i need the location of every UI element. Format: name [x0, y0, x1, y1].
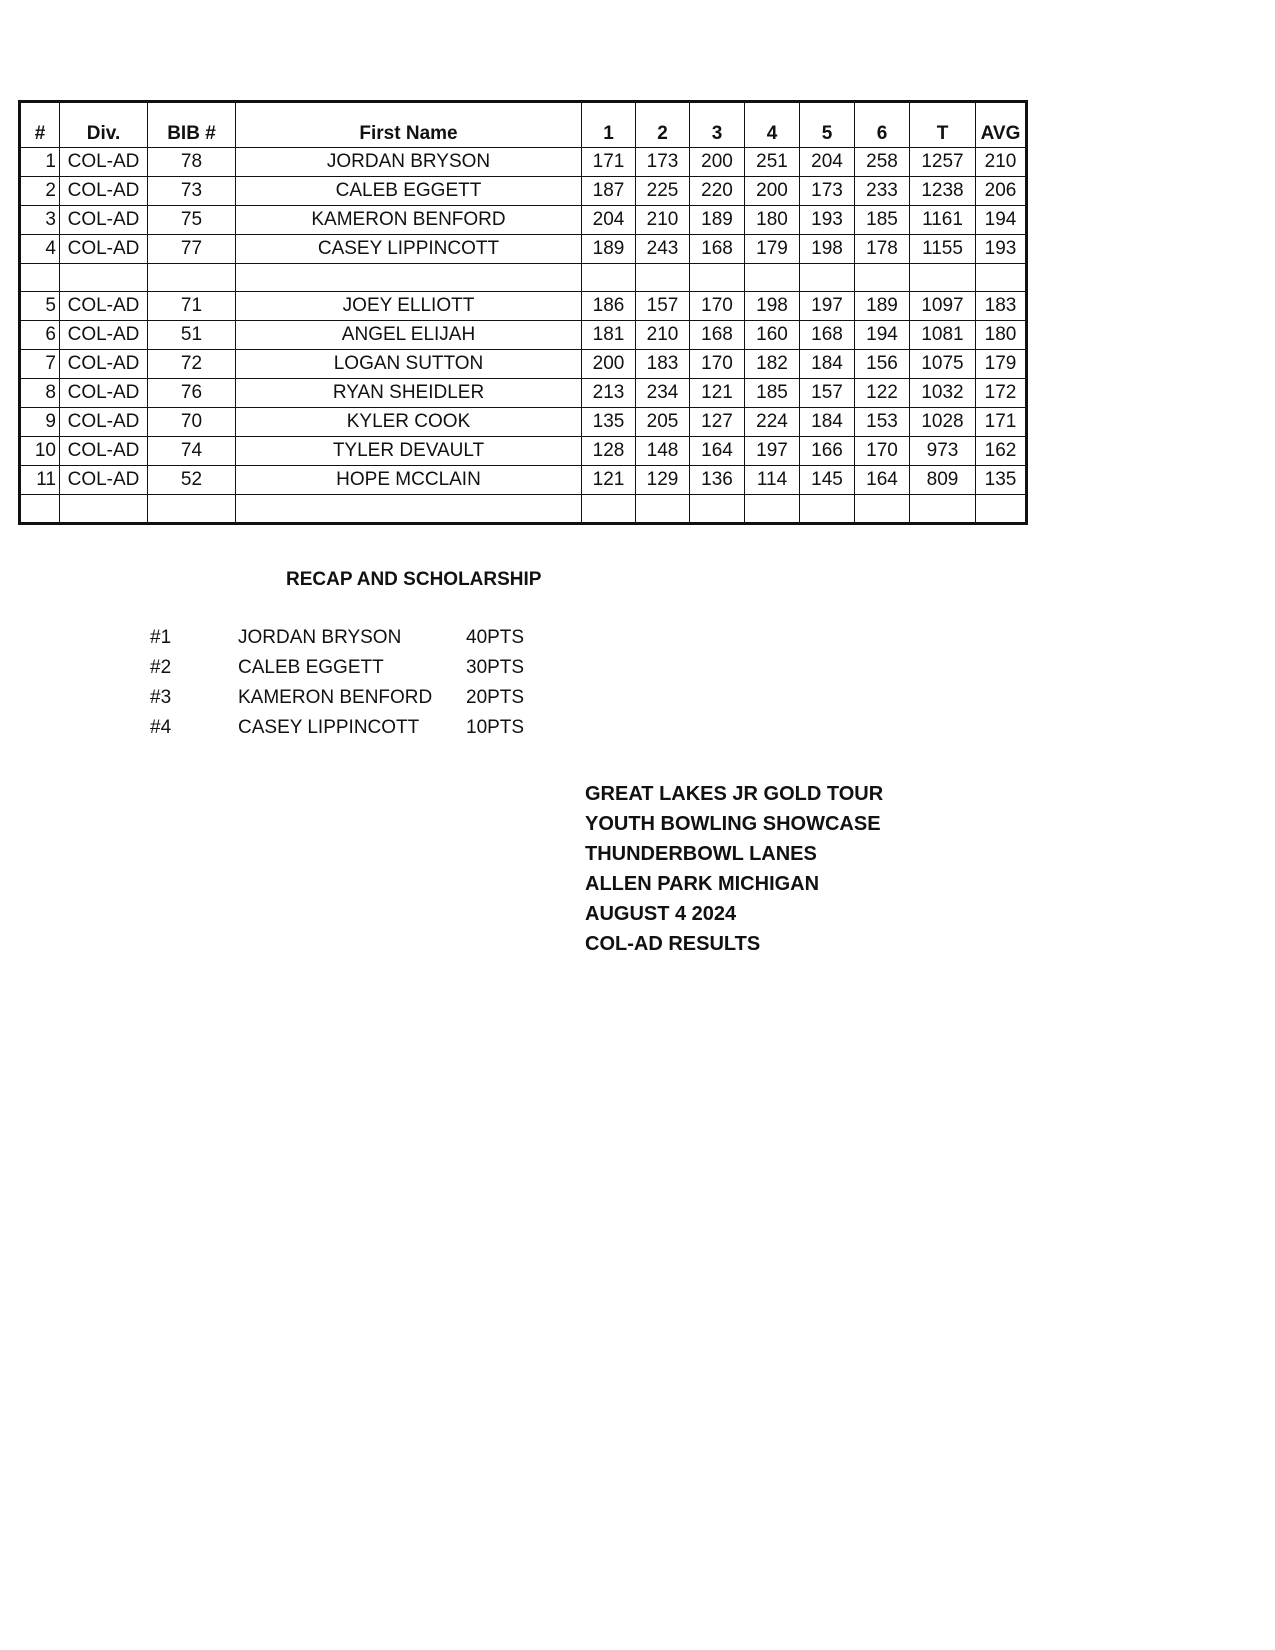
game-score-cell: 198 — [800, 235, 855, 264]
division-cell: COL-AD — [60, 177, 148, 206]
game-score-cell: 170 — [690, 350, 745, 379]
table-row — [20, 350, 1027, 379]
table-row — [20, 292, 1027, 321]
recap-points: 30PTS — [466, 657, 525, 678]
rank-cell: 11 — [20, 466, 60, 495]
game-score-cell: 183 — [636, 350, 690, 379]
average-cell: 172 — [976, 379, 1027, 408]
rank-cell: 4 — [20, 235, 60, 264]
rank-cell: 5 — [20, 292, 60, 321]
game-score-cell: 184 — [800, 408, 855, 437]
results-table — [18, 100, 1028, 525]
division-cell: COL-AD — [60, 466, 148, 495]
empty-cell — [690, 264, 745, 292]
total-cell: 809 — [910, 466, 976, 495]
game-score-cell: 197 — [745, 437, 800, 466]
empty-cell — [60, 495, 148, 524]
empty-cell — [800, 264, 855, 292]
rank-cell: 2 — [20, 177, 60, 206]
game-score-cell: 200 — [690, 148, 745, 177]
recap-place: #1 — [150, 627, 172, 648]
empty-cell — [20, 495, 60, 524]
game-score-cell: 220 — [690, 177, 745, 206]
recap-name: KAMERON BENFORD — [238, 687, 433, 708]
game-score-cell: 200 — [582, 350, 636, 379]
blank-row — [20, 264, 1027, 292]
division-cell: COL-AD — [60, 437, 148, 466]
game-score-cell: 136 — [690, 466, 745, 495]
bib-cell: 76 — [148, 379, 236, 408]
table-header-row — [20, 102, 1027, 148]
game-score-cell: 114 — [745, 466, 800, 495]
event-info-line: AUGUST 4 2024 — [585, 903, 737, 925]
header-game-4: 4 — [745, 102, 800, 148]
game-score-cell: 224 — [745, 408, 800, 437]
bib-cell: 78 — [148, 148, 236, 177]
game-score-cell: 168 — [690, 235, 745, 264]
header-rank: # — [20, 102, 60, 148]
empty-cell — [636, 495, 690, 524]
game-score-cell: 164 — [855, 466, 910, 495]
game-score-cell: 204 — [582, 206, 636, 235]
name-cell: JOEY ELLIOTT — [236, 292, 582, 321]
name-cell: TYLER DEVAULT — [236, 437, 582, 466]
average-cell: 180 — [976, 321, 1027, 350]
empty-cell — [745, 264, 800, 292]
name-cell: CALEB EGGETT — [236, 177, 582, 206]
game-score-cell: 189 — [690, 206, 745, 235]
name-cell: KAMERON BENFORD — [236, 206, 582, 235]
game-score-cell: 234 — [636, 379, 690, 408]
average-cell: 194 — [976, 206, 1027, 235]
total-cell: 973 — [910, 437, 976, 466]
game-score-cell: 129 — [636, 466, 690, 495]
empty-cell — [582, 264, 636, 292]
recap-points: 40PTS — [466, 627, 525, 648]
rank-cell: 7 — [20, 350, 60, 379]
average-cell: 171 — [976, 408, 1027, 437]
bib-cell: 75 — [148, 206, 236, 235]
empty-cell — [20, 264, 60, 292]
header-game-5: 5 — [800, 102, 855, 148]
empty-cell — [855, 264, 910, 292]
game-score-cell: 243 — [636, 235, 690, 264]
rank-cell: 10 — [20, 437, 60, 466]
empty-cell — [976, 264, 1027, 292]
bib-cell: 72 — [148, 350, 236, 379]
empty-cell — [236, 495, 582, 524]
game-score-cell: 171 — [582, 148, 636, 177]
game-score-cell: 205 — [636, 408, 690, 437]
bib-cell: 77 — [148, 235, 236, 264]
table-row — [20, 206, 1027, 235]
recap-name: JORDAN BRYSON — [238, 627, 402, 648]
event-info-block — [585, 779, 883, 959]
empty-cell — [910, 495, 976, 524]
game-score-cell: 210 — [636, 206, 690, 235]
header-game-6: 6 — [855, 102, 910, 148]
recap-title: RECAP AND SCHOLARSHIP — [286, 569, 542, 590]
game-score-cell: 233 — [855, 177, 910, 206]
division-cell: COL-AD — [60, 206, 148, 235]
game-score-cell: 185 — [855, 206, 910, 235]
total-cell: 1075 — [910, 350, 976, 379]
game-score-cell: 160 — [745, 321, 800, 350]
game-score-cell: 178 — [855, 235, 910, 264]
game-score-cell: 213 — [582, 379, 636, 408]
bib-cell: 73 — [148, 177, 236, 206]
name-cell: KYLER COOK — [236, 408, 582, 437]
header-game-2: 2 — [636, 102, 690, 148]
game-score-cell: 182 — [745, 350, 800, 379]
name-cell: JORDAN BRYSON — [236, 148, 582, 177]
header-average: AVG — [976, 102, 1027, 148]
bib-cell: 51 — [148, 321, 236, 350]
header-game-1: 1 — [582, 102, 636, 148]
table-row — [20, 466, 1027, 495]
game-score-cell: 179 — [745, 235, 800, 264]
game-score-cell: 121 — [582, 466, 636, 495]
recap-points: 10PTS — [466, 717, 525, 738]
empty-cell — [148, 495, 236, 524]
game-score-cell: 197 — [800, 292, 855, 321]
division-cell: COL-AD — [60, 408, 148, 437]
division-cell: COL-AD — [60, 235, 148, 264]
game-score-cell: 122 — [855, 379, 910, 408]
empty-cell — [236, 264, 582, 292]
recap-entry — [0, 657, 600, 687]
total-cell: 1238 — [910, 177, 976, 206]
game-score-cell: 184 — [800, 350, 855, 379]
recap-entry — [0, 687, 600, 717]
table-row — [20, 235, 1027, 264]
division-cell: COL-AD — [60, 148, 148, 177]
average-cell: 206 — [976, 177, 1027, 206]
game-score-cell: 180 — [745, 206, 800, 235]
bib-cell: 71 — [148, 292, 236, 321]
game-score-cell: 194 — [855, 321, 910, 350]
game-score-cell: 153 — [855, 408, 910, 437]
rank-cell: 6 — [20, 321, 60, 350]
empty-cell — [148, 264, 236, 292]
game-score-cell: 145 — [800, 466, 855, 495]
bib-cell: 70 — [148, 408, 236, 437]
name-cell: CASEY LIPPINCOTT — [236, 235, 582, 264]
game-score-cell: 168 — [800, 321, 855, 350]
game-score-cell: 181 — [582, 321, 636, 350]
division-cell: COL-AD — [60, 379, 148, 408]
game-score-cell: 156 — [855, 350, 910, 379]
empty-cell — [910, 264, 976, 292]
table-row — [20, 379, 1027, 408]
game-score-cell: 166 — [800, 437, 855, 466]
game-score-cell: 128 — [582, 437, 636, 466]
blank-row — [20, 495, 1027, 524]
average-cell: 183 — [976, 292, 1027, 321]
empty-cell — [800, 495, 855, 524]
total-cell: 1028 — [910, 408, 976, 437]
event-info-line: COL-AD RESULTS — [585, 933, 761, 955]
table-row — [20, 321, 1027, 350]
total-cell: 1257 — [910, 148, 976, 177]
name-cell: ANGEL ELIJAH — [236, 321, 582, 350]
recap-place: #3 — [150, 687, 172, 708]
recap-name: CALEB EGGETT — [238, 657, 384, 678]
game-score-cell: 200 — [745, 177, 800, 206]
bib-cell: 52 — [148, 466, 236, 495]
game-score-cell: 168 — [690, 321, 745, 350]
name-cell: LOGAN SUTTON — [236, 350, 582, 379]
game-score-cell: 157 — [800, 379, 855, 408]
event-info-line: YOUTH BOWLING SHOWCASE — [585, 813, 881, 835]
game-score-cell: 204 — [800, 148, 855, 177]
game-score-cell: 157 — [636, 292, 690, 321]
average-cell: 179 — [976, 350, 1027, 379]
game-score-cell: 185 — [745, 379, 800, 408]
game-score-cell: 173 — [636, 148, 690, 177]
name-cell: RYAN SHEIDLER — [236, 379, 582, 408]
total-cell: 1081 — [910, 321, 976, 350]
division-cell: COL-AD — [60, 321, 148, 350]
table-row — [20, 148, 1027, 177]
event-info-line: GREAT LAKES JR GOLD TOUR — [585, 783, 884, 805]
table-row — [20, 437, 1027, 466]
table-row — [20, 177, 1027, 206]
rank-cell: 9 — [20, 408, 60, 437]
total-cell: 1155 — [910, 235, 976, 264]
bib-cell: 74 — [148, 437, 236, 466]
header-game-3: 3 — [690, 102, 745, 148]
average-cell: 210 — [976, 148, 1027, 177]
empty-cell — [745, 495, 800, 524]
header-first-name: First Name — [236, 102, 582, 148]
empty-cell — [690, 495, 745, 524]
empty-cell — [60, 264, 148, 292]
game-score-cell: 251 — [745, 148, 800, 177]
header-division: Div. — [60, 102, 148, 148]
game-score-cell: 198 — [745, 292, 800, 321]
recap-name: CASEY LIPPINCOTT — [238, 717, 420, 738]
total-cell: 1097 — [910, 292, 976, 321]
results-body — [20, 148, 1027, 524]
recap-place: #4 — [150, 717, 172, 738]
division-cell: COL-AD — [60, 350, 148, 379]
recap-points: 20PTS — [466, 687, 525, 708]
table-row — [20, 408, 1027, 437]
game-score-cell: 121 — [690, 379, 745, 408]
empty-cell — [636, 264, 690, 292]
average-cell: 162 — [976, 437, 1027, 466]
game-score-cell: 186 — [582, 292, 636, 321]
total-cell: 1161 — [910, 206, 976, 235]
game-score-cell: 148 — [636, 437, 690, 466]
empty-cell — [855, 495, 910, 524]
total-cell: 1032 — [910, 379, 976, 408]
recap-place: #2 — [150, 657, 172, 678]
game-score-cell: 170 — [690, 292, 745, 321]
name-cell: HOPE MCCLAIN — [236, 466, 582, 495]
game-score-cell: 225 — [636, 177, 690, 206]
empty-cell — [582, 495, 636, 524]
event-info-line: THUNDERBOWL LANES — [585, 843, 817, 865]
rank-cell: 3 — [20, 206, 60, 235]
game-score-cell: 189 — [582, 235, 636, 264]
game-score-cell: 135 — [582, 408, 636, 437]
game-score-cell: 173 — [800, 177, 855, 206]
game-score-cell: 210 — [636, 321, 690, 350]
game-score-cell: 127 — [690, 408, 745, 437]
game-score-cell: 258 — [855, 148, 910, 177]
game-score-cell: 170 — [855, 437, 910, 466]
header-total: T — [910, 102, 976, 148]
game-score-cell: 164 — [690, 437, 745, 466]
rank-cell: 1 — [20, 148, 60, 177]
empty-cell — [976, 495, 1027, 524]
division-cell: COL-AD — [60, 292, 148, 321]
game-score-cell: 193 — [800, 206, 855, 235]
average-cell: 135 — [976, 466, 1027, 495]
header-bib: BIB # — [148, 102, 236, 148]
recap-entry — [0, 717, 600, 747]
rank-cell: 8 — [20, 379, 60, 408]
recap-entry — [0, 627, 600, 657]
event-info-line: ALLEN PARK MICHIGAN — [585, 873, 820, 895]
average-cell: 193 — [976, 235, 1027, 264]
game-score-cell: 189 — [855, 292, 910, 321]
game-score-cell: 187 — [582, 177, 636, 206]
